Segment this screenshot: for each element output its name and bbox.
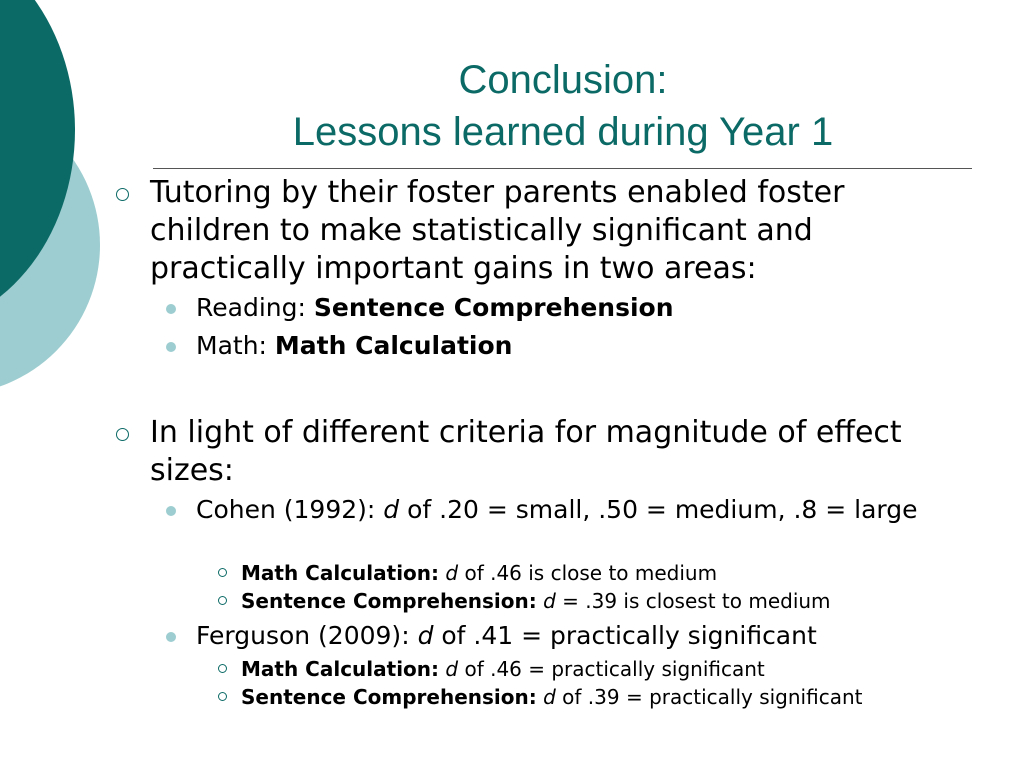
sub-sub-bullet-marker-icon [218,664,227,673]
bullet-tutoring: Tutoring by their foster parents enabled foster children to make statistically significant and practically important gains in two areas: [150,175,845,286]
sub-sub-bullet-marker-icon [218,568,227,577]
title-line-1: Conclusion: [458,58,668,102]
bullet-marker-icon [116,188,129,201]
sub-bullet-dot-icon [166,304,176,314]
item-cohen-sentence: Sentence Comprehension: d = .39 is closest to medium [241,589,831,613]
sub-sub-bullet-marker-icon [218,596,227,605]
bullet-marker-icon [116,428,129,441]
sub-bullet-dot-icon [166,632,176,642]
item-ferguson: Ferguson (2009): d of .41 = practically significant [196,621,817,650]
item-cohen: Cohen (1992): d of .20 = small, .50 = medium, .8 = large [196,495,918,524]
sub-sub-bullet-marker-icon [218,692,227,701]
bullet-effect-sizes: In light of different criteria for magnitude of effect sizes: [150,415,902,488]
slide-title [150,54,976,158]
item-reading: Reading: Sentence Comprehension [196,293,674,322]
sub-bullet-dot-icon [166,506,176,516]
item-math: Math: Math Calculation [196,331,513,360]
title-line-2: Lessons learned during Year 1 [292,110,834,154]
item-ferguson-math: Math Calculation: d of .46 = practically significant [241,657,765,681]
item-ferguson-sentence: Sentence Comprehension: d of .39 = practically significant [241,685,863,709]
sub-bullet-dot-icon [166,342,176,352]
title-divider [153,168,972,169]
item-cohen-math: Math Calculation: d of .46 is close to medium [241,561,718,585]
